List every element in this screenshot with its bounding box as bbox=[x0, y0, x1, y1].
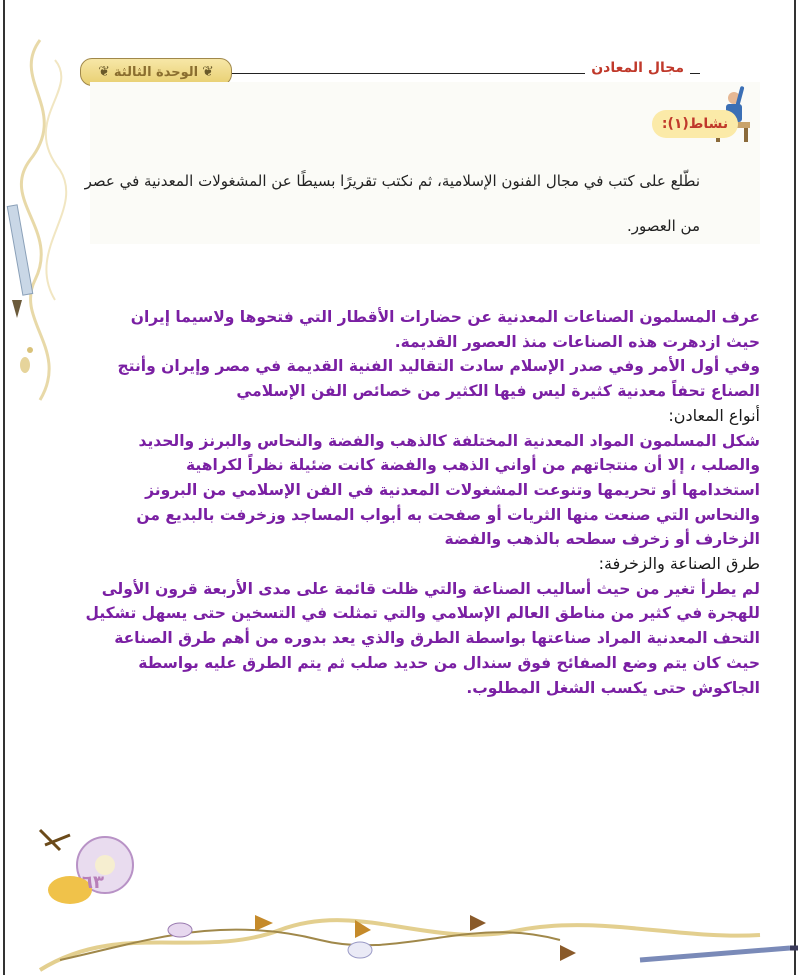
body-line: للهجرة في كثير من مناطق العالم الإسلامي والتي تمثلت في التسخين حتى يسهل تشكيل bbox=[85, 604, 760, 623]
activity-text-line: من العصور. bbox=[627, 217, 700, 235]
page-number: ٦٣ bbox=[82, 872, 104, 893]
body-line: الجاكوش حتى يكسب الشغل المطلوب. bbox=[466, 678, 760, 697]
body-line: وفي أول الأمر وفي صدر الإسلام سادت التقاليد الفنية القديمة في مصر وإيران وأنتج bbox=[117, 357, 760, 376]
body-line: شكل المسلمون المواد المعدنية المختلفة كالذهب والفضة والنحاس والبرنز والحديد bbox=[138, 431, 760, 450]
section-heading-methods: طرق الصناعة والزخرفة: bbox=[598, 554, 760, 574]
section-title: مجال المعادن bbox=[585, 60, 690, 76]
bottom-floral-decoration bbox=[0, 820, 800, 977]
body-line: الزخارف أو زخرف سطحه بالذهب والفضة bbox=[444, 530, 760, 549]
unit-label: ❦ الوحدة الثالثة bbox=[113, 64, 199, 80]
body-line: استخدامها أو تحريمها وتنوعت المشغولات المعدنية في الفن الإسلامي من البرونز bbox=[145, 480, 760, 499]
body-line: والصلب ، إلا أن منتجاتهم من أواني الذهب والفضة كانت ضئيلة نظراً لكراهية bbox=[186, 456, 760, 475]
body-line: التحف المعدنية المراد صناعتها بواسطة الطرق والذي يعد بدوره من أهم طرق الصناعة bbox=[114, 629, 760, 648]
body-line: والنحاس التي صنعت منها الثريات أو صفحت به أبواب المساجد وزخرفت بالبديع من bbox=[136, 505, 760, 524]
body-line: حيث ازدهرت هذه الصناعات منذ العصور القديمة. bbox=[394, 332, 760, 351]
section-heading-metal-types: أنواع المعادن: bbox=[668, 405, 760, 425]
body-line: عرف المسلمون الصناعات المعدنية عن حضارات الأقطار التي فتحوها ولاسيما إيران bbox=[130, 308, 760, 326]
body-line: حيث كان يتم وضع الصفائح فوق سندال من حديد صلب ثم يتم الطرق عليه بواسطة bbox=[138, 653, 760, 672]
activity-text-line: نطّلع على كتب في مجال الفنون الإسلامية، ثم نكتب تقريرًا بسيطًا عن المشغولات المعدنية في عصر bbox=[84, 172, 700, 190]
body-line: الصناع تحفاً معدنية كثيرة ليس فيها الكثير من خصائص الفن الإسلامي bbox=[236, 382, 760, 401]
activity-badge: نشاط(١): bbox=[652, 110, 738, 138]
article-body bbox=[35, 305, 760, 700]
body-line: لم يطرأ تغير من حيث أساليب الصناعة والتي ظلت قائمة على مدى الأربعة قرون الأولى bbox=[101, 579, 760, 598]
